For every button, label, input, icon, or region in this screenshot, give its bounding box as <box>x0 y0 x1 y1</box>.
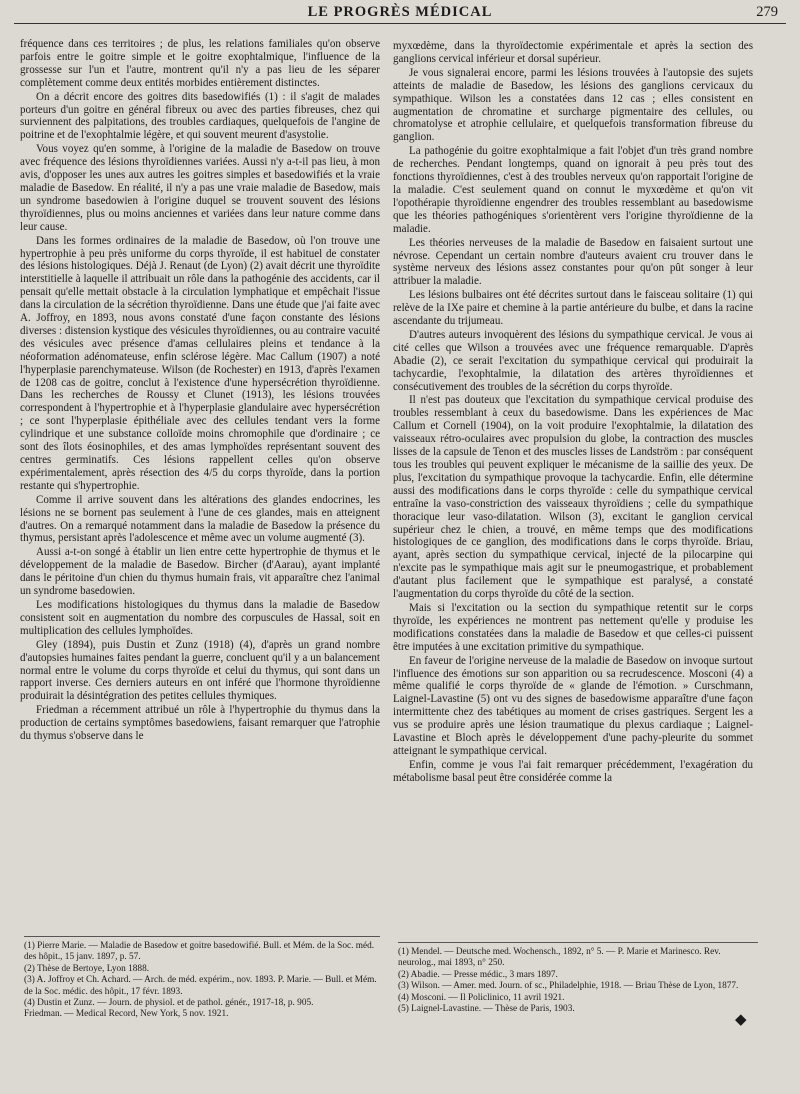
paragraph: On a décrit encore des goitres dits basedowifiés (1) : il s'agit de malades porteurs d'un goitre en général fibreux ou avec des parties fibreuses, chez qui surviennent des palpitations, des troubles cardiaques, quelquefois de l'angine de poitrine et de l'exophtalmie légère, et qui souvent meurent d'asystolie. <box>20 90 380 142</box>
paragraph: Je vous signalerai encore, parmi les lésions trouvées à l'autopsie des sujets atteints de maladie de Basedow, les lésions des ganglions cervicaux du sympathique. Wilson les a constatées dans 12 cas ; elles consistent en augmentation de chromatine et surcharge pigmentaire des cellules, ou chromatolyse et atrophie cellulaire, et quelquefois transformation fibreuse du ganglion. <box>393 66 753 144</box>
footnote: (4) Mosconi. — Il Policlinico, 11 avril 1921. <box>398 992 565 1003</box>
paragraph: myxœdème, dans la thyroïdectomie expérimentale et après la section des ganglions cervical inférieur et dorsal supérieur. <box>393 40 753 65</box>
end-ornament-icon: ◆ <box>735 1012 747 1028</box>
footnote: (1) Mendel. — Deutsche med. Wochensch., 1892, n° 5. — P. Marie et Marinesco. Rev. neurolog., mai 1893, n° 250. <box>398 947 721 969</box>
footnote: (3) A. Joffroy et Ch. Achard. — Arch. de méd. expérim., nov. 1893. P. Marie. — Bull. et Mém. de la Soc. médic. des hôpit., 17 févr. 1893. <box>24 975 377 997</box>
paragraph: En faveur de l'origine nerveuse de la maladie de Basedow on invoque surtout l'influence des émotions sur son apparition ou sa recrudescence. Mosconi (4) a même qualifié le corps thyroïde de « glande de l'émotion. » Curschmann, Laignel-Lavastine (5) ont vu des signes de basedowisme apparaître d'une façon intermittente chez des tabétiques au moment de crises gastriques. Sergent les a vus se produire après une lésion traumatique du plexus cardiaque ; Laignel-Lavastine et Bloch après le développement d'une pachy-pleurite du sommet atteignant le sympathique cervical. <box>393 654 753 757</box>
footnote: (3) Wilson. — Amer. med. Journ. of sc., Philadelphie, 1918. — Briau Thèse de Lyon, 1877. <box>398 981 739 992</box>
paragraph: Gley (1894), puis Dustin et Zunz (1918) (4), d'après un grand nombre d'autopsies humaines faites pendant la guerre, concluent qu'il y a un balancement normal entre le volume du corps thyroïde et celui du thymus, qui sont dans un rapport inverse. Ces derniers auteurs en ont inféré que l'hormone thyroïdienne produirait la désintégration des petites cellules thymiques. <box>20 638 380 703</box>
right-column <box>393 40 753 785</box>
paragraph: Les théories nerveuses de la maladie de Basedow en faisaient surtout une névrose. Cependant un certain nombre d'auteurs avaient cru trouver dans le système nerveux des lésions assez constantes pour qu'on pût songer à leur attribuer la maladie. <box>393 236 753 288</box>
paragraph: Aussi a-t-on songé à établir un lien entre cette hypertrophie de thymus et le développement de la maladie de Basedow. Bircher (d'Aarau), ayant implanté dans le péritoine d'un chien du thymus humain frais, vit apparaître chez l'animal un syndrome basedowien. <box>20 546 380 598</box>
paragraph: fréquence dans ces territoires ; de plus, les relations familiales qu'on observe parfois entre le goitre simple et le goitre exophtalmique, l'influence de la grossesse sur l'un et l'autre, montrent qu'il n'y a pas lieu de les séparer complètement comme deux entités morbides entièrement distinctes. <box>20 38 380 89</box>
running-header <box>16 4 784 22</box>
left-column <box>20 38 380 743</box>
footnote: (2) Abadie. — Presse médic., 3 mars 1897. <box>398 969 558 980</box>
page-number: 279 <box>756 4 778 20</box>
footnote: (2) Thèse de Bertoye, Lyon 1888. <box>24 963 150 974</box>
paragraph: Comme il arrive souvent dans les altérations des glandes endocrines, les lésions ne se bornent pas seulement à l'une de ces glandes, mais en atteignent d'autres. On a remarqué notamment dans la maladie de Basedow la présence du thymus, persistant après l'adolescence et même avec un volume augmenté (3). <box>20 493 380 545</box>
paragraph: D'autres auteurs invoquèrent des lésions du sympathique cervical. Je vous ai cité celles que Wilson a trouvées avec une fréquence remarquable. D'après Abadie (2), ce serait l'excitation du sympathique cervical qui produirait la tachycardie, l'exophtalmie, la dilatation des artères thyroïdiennes et consécutivement des troubles de la sécrétion du corps thyroïde. <box>393 328 753 393</box>
footnote: (5) Laignel-Lavastine. — Thèse de Paris, 1903. <box>398 1004 575 1015</box>
footnote: Friedman. — Medical Record, New York, 5 nov. 1921. <box>24 1009 229 1020</box>
paragraph: Enfin, comme je vous l'ai fait remarquer précédemment, l'exagération du métabolisme basal peut être considérée comme la <box>393 758 753 784</box>
paragraph: Les modifications histologiques du thymus dans la maladie de Basedow consistent soit en augmentation du nombre des corpuscules de Hassal, soit en multiplication des cellules lymphoïdes. <box>20 598 380 637</box>
header-rule <box>14 23 786 24</box>
footnote: (1) Pierre Marie. — Maladie de Basedow et goitre basedowifié. Bull. et Mém. de la Soc. méd. des hôpit., 15 janv. 1897, p. 57. <box>24 941 375 963</box>
paragraph: Dans les formes ordinaires de la maladie de Basedow, où l'on trouve une hypertrophie à peu près uniforme du corps thyroïde, il est habituel de constater des lésions histologiques. Déjà J. Renaut (de Lyon) (2) avait décrit une thyroïdite interstitielle à laquelle il attribuait un rôle dans la pathogénie des accidents, car il pensait qu'elle mettait obstacle à la circulation lymphatique et empêchait l'issue dans la circulation de la sécrétion thyroïdienne. Dans une étude que j'ai faite avec A. Joffroy, en 1893, nous avons constaté d'une façon constante des lésions diverses : distension kystique des vésicules thyroïdiennes, ou au contraire vacuité des vésicules avec présence d'amas cellulaires pleins et tendance à la néoformation adénomateuse, enfin sclérose légère. Mac Callum (1907) a noté l'hyperplasie parenchymateuse. Wilson (de Rochester) en 1913, d'après l'examen de 1208 cas de goitre, conclut à l'existence d'une hypersécrétion thyroïdienne. Dans les recherches de Roussy et Clunet (1913), les lésions trouvées correspondent à l'hypertrophie et à l'hyperplasie glandulaire avec hypersécrétion ; ce sont l'hyperplasie épithéliale avec des cellules tendant vers la forme cylindrique et une substance colloïde moins chromophile que d'ordinaire ; ce sont des îlots éosinophiles, et des amas lymphoïdes représentant souvent des centres germinatifs. Ces lésions rappellent celles qu'on observe expérimentalement, après résection des 4/5 du corps thyroïde, dans la portion restante qui s'hypertrophie. <box>20 234 380 492</box>
paragraph: Les lésions bulbaires ont été décrites surtout dans le faisceau solitaire (1) qui relève de la IXe paire et chemine à la partie antérieure du bulbe, et dans la racine ascendante du trijumeau. <box>393 289 753 328</box>
footnote-rule <box>24 936 380 937</box>
footnotes-left <box>24 936 380 1021</box>
footnote: (4) Dustin et Zunz. — Journ. de physiol. et de pathol. génér., 1917-18, p. 905. <box>24 998 314 1009</box>
footnotes-right <box>398 942 758 1015</box>
running-title: LE PROGRÈS MÉDICAL <box>307 4 493 20</box>
footnote-rule <box>398 942 758 943</box>
paragraph: Friedman a récemment attribué un rôle à l'hypertrophie du thymus dans la production de certains symptômes basedowiens, faisant remarquer que l'atrophie du thymus s'observe dans le <box>20 704 380 743</box>
paragraph: Mais si l'excitation ou la section du sympathique retentit sur le corps thyroïde, les expériences ne montrent pas nettement qu'elle y produise les modifications constatées dans la maladie de Basedow et que celles-ci puissent être imputées à une excitation primitive du sympathique. <box>393 601 753 653</box>
paragraph: Vous voyez qu'en somme, à l'origine de la maladie de Basedow on trouve avec fréquence des lésions thyroïdiennes variées. Aussi n'y a-t-il pas lieu, à mon avis, d'opposer les unes aux autres les goitres simples et basedowifiés et la vraie maladie de Basedow. En réalité, il n'y a pas une vraie maladie de Basedow, mais un syndrome basedowien à l'origine duquel se trouvent souvent des lésions thyroïdiennes, plus ou moins anciennes et variées dans leur nature comme dans leur cause. <box>20 143 380 233</box>
paragraph: La pathogénie du goitre exophtalmique a fait l'objet d'un très grand nombre de recherches. Pendant longtemps, quand on ignorait à peu près tout des fonctions thyroïdiennes, c'est à des troubles nerveux qu'on rapportait l'origine de la maladie. C'est seulement quand on connut le myxœdème et qu'on vit l'opothérapie thyroïdienne engendrer des troubles ressemblant au basedowisme que les théories pathogéniques s'orientèrent vers l'origine thyroïdienne de la maladie. <box>393 145 753 235</box>
paragraph: Il n'est pas douteux que l'excitation du sympathique cervical produise des troubles ressemblant à ceux du basedowisme. Dans les expériences de Mac Callum et Cornell (1904), on la voit produire l'exophtalmie, la dilatation des vaisseaux rétro-oculaires avec propulsion du globe, la contraction des muscles lisses de la capsule de Tenon et des muscles lisses de Landström : par conséquent tous les troubles qui peuvent expliquer le mécanisme de la saillie des yeux. De plus, l'excitation du sympathique provoque la tachycardie. Enfin, elle détermine aussi des modifications dans le corps thyroïde : celle du sympathique cervical entraîne la vaso-constriction des vaisseaux thyroïdiens ; celle du sympathique thoracique leur vaso-dilatation. Wilson (3), excitant le ganglion cervical supérieur chez le chien, a trouvé, en même temps que des modifications histologiques de ce ganglion, des modifications dans le corps thyroïde. Briau, ayant, après section du sympathique cervical, injecté de la pilocarpine qui n'excite pas le sympathique mais agit sur le pneumogastrique, et probablement d'autant plus facilement que le sympathique est paralysé, a constaté l'augmentation du corps thyroïde du côté de la section. <box>393 394 753 601</box>
